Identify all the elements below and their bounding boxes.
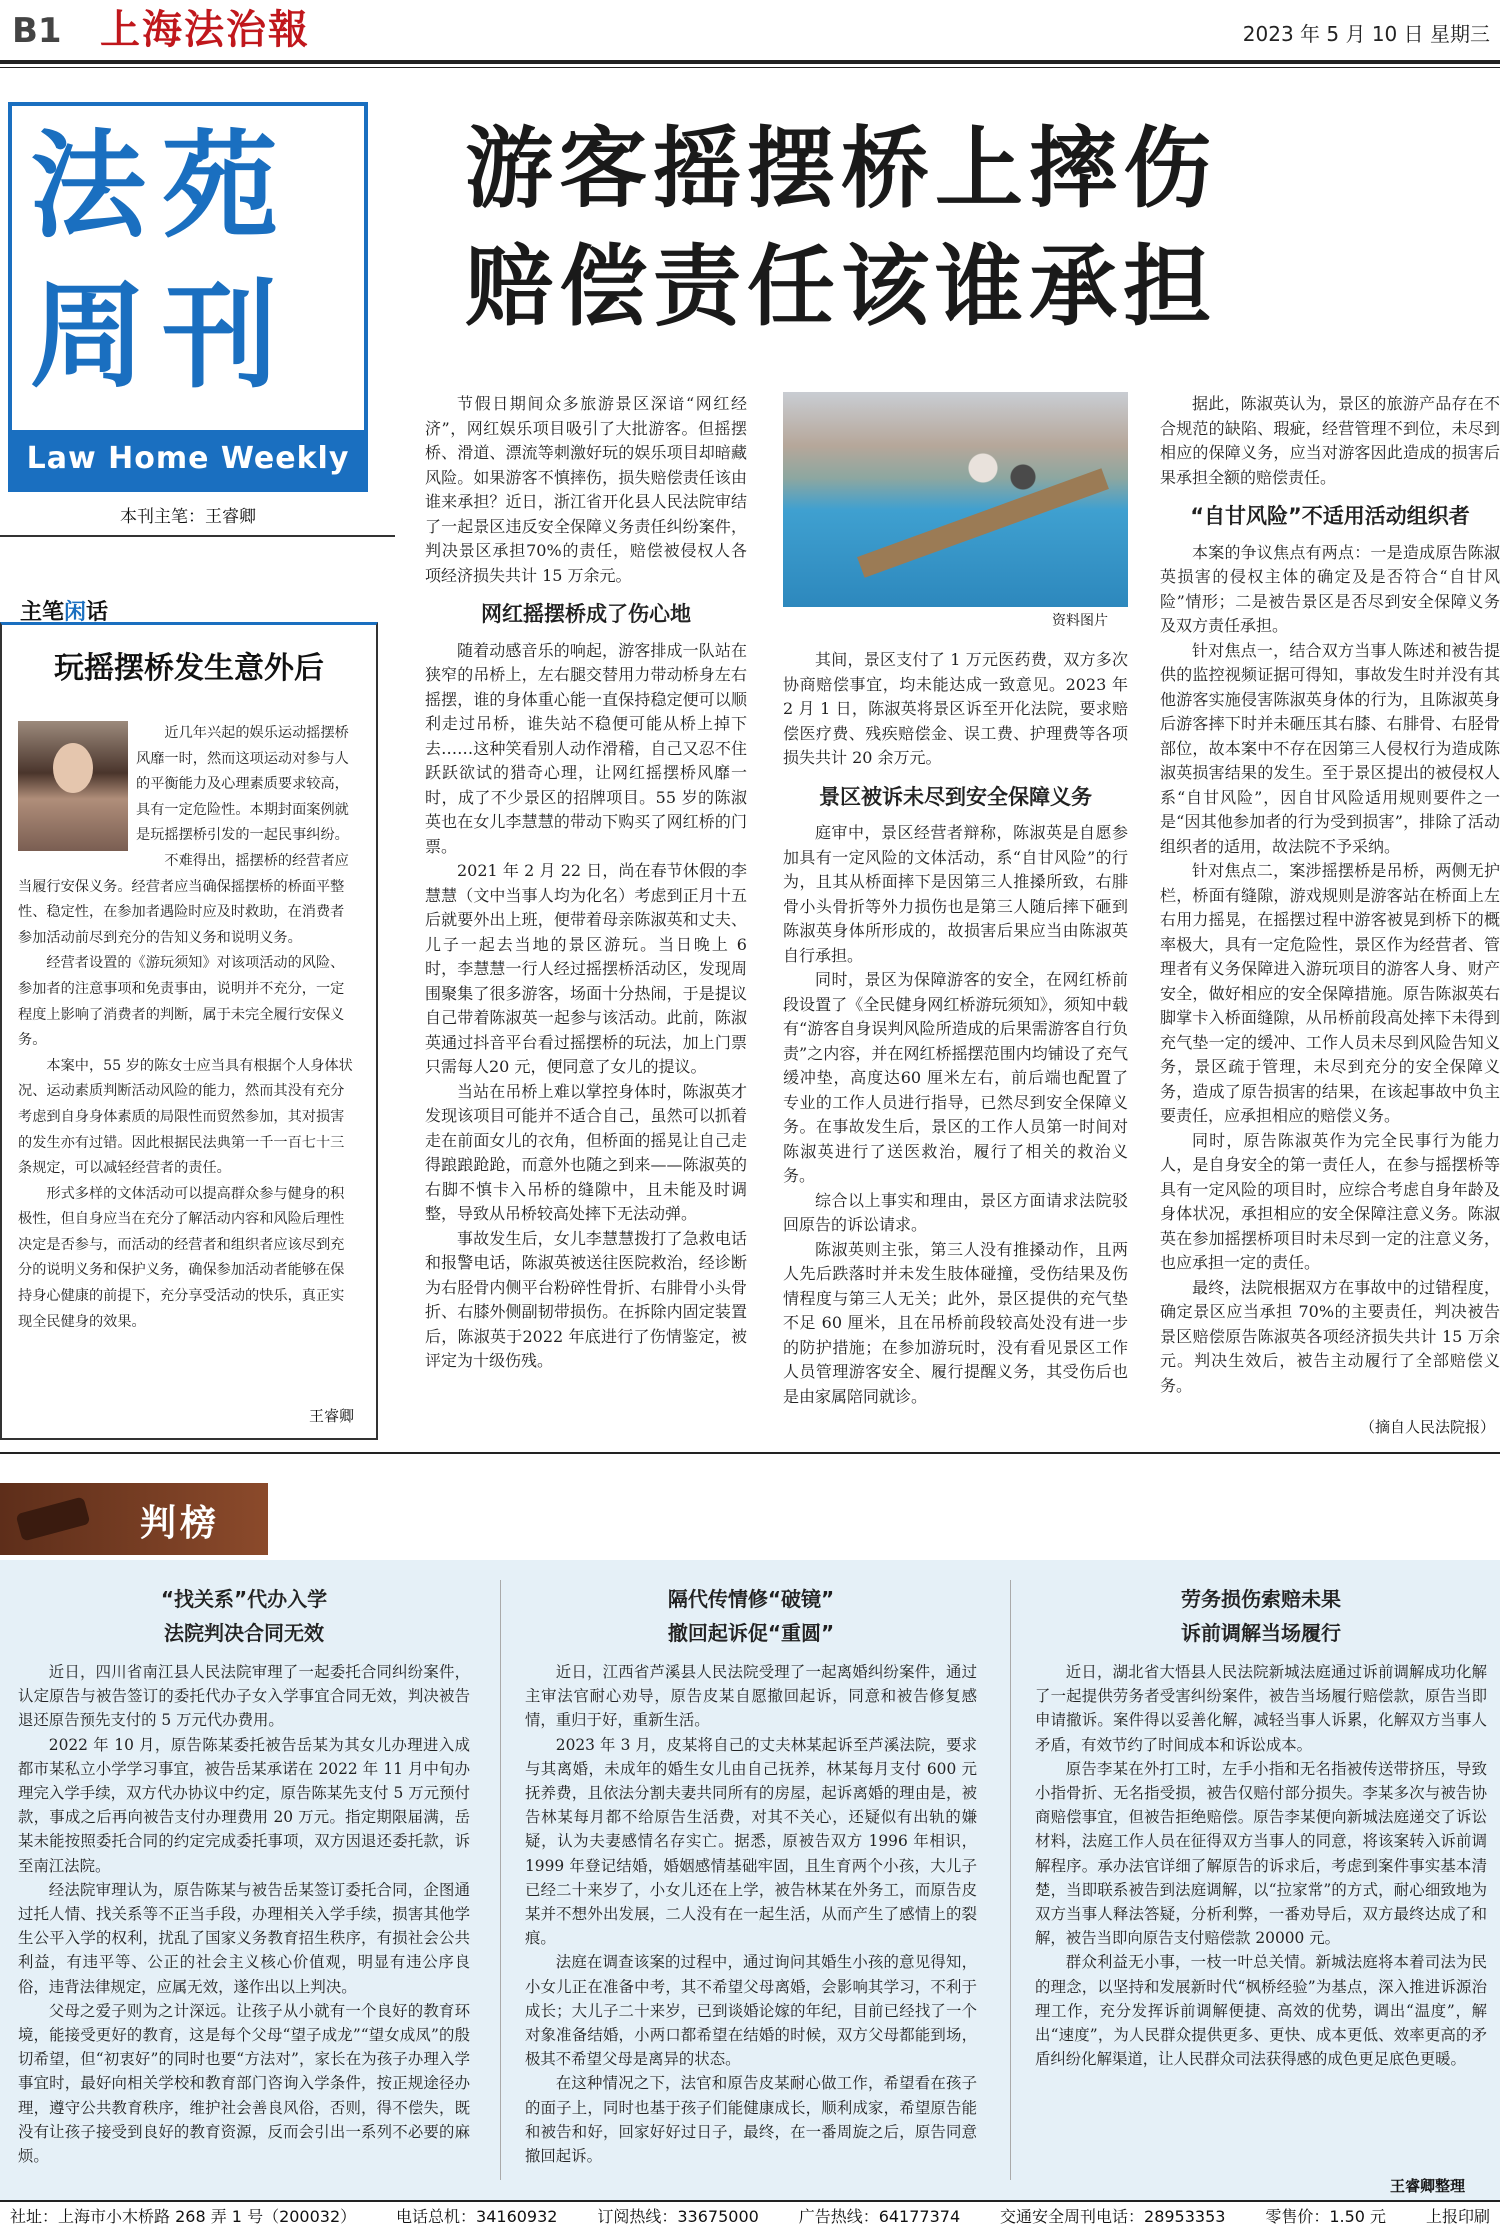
article-paragraph: 针对焦点一，结合双方当事人陈述和被告提供的监控视频证据可得知，事故发生时并没有其他游客实施侵害陈淑英身体的行为，且陈淑英身后游客摔下时并未砸压其右膝、右腓骨、右胫骨部位，故本案中不存在因第三人侵权行为造成陈淑英损害结果的发生。至于景区提出的被侵权人系“自甘风险”，因自甘风险适用规则要件之一是“因其他参加者的行为受到损害”，排除了活动组织者的适用，故法院不予采纳。 [1160,640,1500,856]
article-subhead: 网红摇摆桥成了伤心地 [481,602,691,626]
headline-line1: 游客摇摆桥上摔伤 [465,117,1218,220]
article-paragraph: 2021 年 2 月 22 日，尚在春节休假的李慧慧（文中当事人均为化名）考虑到正月十五后就要外出上班，便带着母亲陈淑英和丈夫、儿子一起去当地的景区游玩。当日晚上 6 时，李慧慧一行人经过摇摆桥活动区，发现周围聚集了很多游客，场面十分热闹，于是提议自己带着陈淑英一起参与该活动。此前，陈淑英通过抖音平台看过摇摆桥的玩法，加上门票只需每人20 元，便同意了女儿的提议。 [425,861,747,1076]
bottom-article-title [1035,1582,1487,1650]
bottom-title-line2: 法院判决合同无效 [164,1621,324,1645]
bottom-paragraph: 2022 年 10 月，原告陈某委托被告岳某为其女儿办理进入成都市某私立小学学习事宜，被告岳某承诺在 2022 年 11 月中旬办理完入学手续，双方代办协议中约定，原告陈某先支付 5 万元预付款，事成之后再向被告支付办理费用 20 万元。指定期限届满，岳某未能按照委托合同的约定完成委托事项，双方因退还委托款，诉至南江法院。 [18,1735,470,1875]
column-box [0,622,378,1440]
article-paragraph: 事故发生后，女儿李慧慧拨打了急救电话和报警电话，陈淑英被送往医院救治，经诊断为右胫骨内侧平台粉碎性骨折、右腓骨小头骨折、右膝外侧副韧带损伤。在拆除内固定装置后，陈淑英于2022 年底进行了伤情鉴定，被评定为十级伤残。 [425,1228,747,1370]
issue-date: 2023 年 5 月 10 日 星期三 [1242,22,1490,46]
bottom-paragraph: 经法院审理认为，原告陈某与被告岳某签订委托合同，企图通过托人情、找关系等不正当手段，办理相关入学手续，损害其他学生公平入学的权利，扰乱了国家义务教育招生秩序，有损社会公共利益，有违平等、公正的社会主义核心价值观，明显有违公序良俗，违背法律规定，应属无效，遂作出以上判决。 [18,1880,470,1996]
column-paragraph: 本案中，55 岁的陈女士应当具有根据个人身体状况、运动素质判断活动风险的能力，然而其没有充分考虑到自身身体素质的局限性而贸然参加，其对损害的发生亦有过错。因此根据民法典第一千一百七十三条规定，可以减轻经营者的责任。 [18,1057,353,1177]
article-column-2 [783,648,1128,1409]
footer-ads: 广告热线：64177374 [798,2207,961,2226]
column-paragraph: 经营者设置的《游玩须知》对该项活动的风险、参加者的注意事项和免责事由，说明并不充分，一定程度上影响了消费者的判断，属于未完全履行安保义务。 [18,955,345,1049]
bottom-article-3-author: 王睿卿整理 [1390,2177,1466,2195]
editor-line: 本刊主笔：王睿卿 [120,507,256,527]
column-label-mid: 闲 [64,600,87,625]
article-paragraph: 庭审中，景区经营者辩称，陈淑英是自愿参加具有一定风险的文体活动，系“自甘风险”的行为，且其从桥面摔下是因第三人推搡所致，右腓骨小头骨折等外力损伤也是第三人随后摔下砸到陈淑英身体所形成的，故损害后果应当由陈淑英自行承担。 [783,823,1128,965]
footer-subscribe: 订阅热线：33675000 [597,2207,759,2226]
footer-traffic: 交通安全周刊电话：28953353 [1000,2207,1226,2226]
photo-credit: 资料图片 [1052,613,1108,629]
bottom-paragraph: 2023 年 3 月，皮某将自己的丈夫林某起诉至芦溪法院，要求与其离婚，未成年的婚生女儿由自己抚养，林某每月支付 600 元抚养费，且依法分割夫妻共同所有的房屋，起诉离婚的理由是，被告林某每月都不给原告生活费，对其不关心，还疑似有出轨的嫌疑，认为夫妻感情名存实亡。据悉，原被告双方 1996 年相识，1999 年登记结婚，婚姻感情基础牢固，且生育两个小孩，大儿子已经二十来岁了，小女儿还在上学，被告林某在外务工，而原告皮某并不想外出发展，二人没有在一起生活，从而产生了感情上的裂痕。 [525,1735,977,1948]
bottom-paragraph: 法庭在调查该案的过程中，通过询问其婚生小孩的意见得知，小女儿正在准备中考，其不希望父母离婚，会影响其学习，不利于成长；大儿子二十来岁，已到谈婚论嫁的年纪，目前已经找了一个对象准备结婚，小两口都希望在结婚的时候，双方父母都能到场，极其不希望父母是离异的状态。 [525,1953,977,2069]
column-title: 玩摇摆桥发生意外后 [54,651,324,686]
weekly-title-line1: 法苑 [30,119,294,254]
article-subhead: 景区被诉未尽到安全保障义务 [819,784,1092,809]
bottom-title-line1: 劳务损伤索赔未果 [1181,1587,1341,1611]
footer [10,2204,1490,2227]
weekly-title-line2: 周刊 [30,269,294,404]
headline-line2: 赔偿责任该谁承担 [465,235,1218,338]
masthead-rule [0,60,1500,64]
article-paragraph: 综合以上事实和理由，景区方面请求法院驳回原告的诉讼请求。 [783,1190,1128,1234]
judge-section-label: 判榜 [140,1503,221,1544]
bottom-title-line1: “找关系”代办入学 [160,1587,328,1611]
article-paragraph: 针对焦点二，案涉摇摆桥是吊桥，两侧无护栏，桥面有缝隙，游戏规则是游客站在桥面上左右用力摇晃，在摇摆过程中游客被晃到桥下的概率极大，具有一定危险性，景区作为经营者、管理者有义务保障进入游玩项目的游客人身、财产安全，做好相应的安全保障措施。原告陈淑英右脚掌卡入桥面缝隙，从吊桥前段高处摔下未得到充气垫一定的缓冲、工作人员未尽到风险告知义务，景区疏于管理，未尽到充分的安全保障义务，造成了原告损害的结果，在该起事故中负主要责任，应承担相应的赔偿义务。 [1160,861,1500,1125]
footer-price: 零售价：1.50 元 [1265,2207,1387,2226]
footer-rule [0,2200,1500,2202]
bottom-paragraph: 近日，四川省南江县人民法院审理了一起委托合同纠纷案件，认定原告与被告签订的委托代办子女入学事宜合同无效，判决被告退还原告预先支付的 5 万元代办费用。 [18,1663,470,1730]
footer-address: 社址：上海市小木桥路 268 弄 1 号（200032） [10,2207,357,2226]
weekly-title [30,112,360,412]
bottom-paragraph: 原告李某在外打工时，左手小指和无名指被传送带挤压，导致小指骨折、无名指受损，被告仅赔付部分损失。李某多次与被告协商赔偿事宜，但被告拒绝赔偿。原告李某便向新城法庭递交了诉讼材料，法庭工作人员在征得双方当事人的同意，将该案转入诉前调解程序。承办法官详细了解原告的诉求后，考虑到案件事实基本清楚，当即联系被告到法庭调解，以“拉家常”的方式，耐心细致地为双方当事人释法答疑，分析利弊，一番劝导后，双方最终达成了和解，被告当即向原告支付赔偿款 20000 元。 [1035,1759,1487,1948]
article-paragraph: 随着动感音乐的响起，游客排成一队站在狭窄的吊桥上，左右腿交替用力带动桥身左右摇摆，谁的身体重心能一直保持稳定便可以顺利走过吊桥，谁失站不稳便可能从桥上掉下去……这种笑看别人动作滑稽，自己又忍不住跃跃欲试的猎奇心理，让网红摇摆桥风靡一时，成了不少景区的招牌项目。55 岁的陈淑英也在女儿李慧慧的带动下购买了网红桥的门票。 [425,640,747,856]
author-face [53,743,93,793]
main-headline [465,110,1465,346]
weekly-logo-box [8,102,368,492]
bottom-title-line1: 隔代传情修“破镜” [667,1587,835,1611]
article-paragraph: 同时，景区为保障游客的安全，在网红桥前段设置了《全民健身网红桥游玩须知》，须知中载有“游客自身误判风险所造成的后果需游客自行负责”之内容，并在网红桥摇摆范围内均铺设了充气缓冲垫，高度达60 厘米左右，前后端也配置了专业的工作人员进行指导，已然尽到安全保障义务。在事故发生后，景区的工作人员第一时间对陈淑英进行了送医救治，履行了相关的救治义务。 [783,970,1128,1185]
column-label-post: 话 [86,600,109,625]
bottom-paragraph: 近日，湖北省大悟县人民法院新城法庭通过诉前调解成功化解了一起提供劳务者受害纠纷案件，被告当场履行赔偿款，原告当即申请撤诉。案件得以妥善化解，减轻当事人诉累，化解双方当事人矛盾，有效节约了时间成本和诉讼成本。 [1035,1663,1487,1754]
column-paragraph: 近几年兴起的娱乐运动摇摆桥风靡一时，然而这项运动对参与人的平衡能力及心理素质要求较高，具有一定危险性。本期封面案例就是玩摇摆桥引发的一起民事纠纷。 [136,725,349,844]
weekly-english-title: Law Home Weekly [12,430,364,488]
bottom-article-1 [18,1582,470,2168]
judge-section-banner [0,1483,268,1555]
page-number: B1 [12,11,62,51]
masthead [0,0,1500,60]
article-paragraph: 同时，原告陈淑英作为完全民事行为能力人，是自身安全的第一责任人，在参与摇摆桥等具有一定风险的项目时，应综合考虑自身年龄及身体状况，承担相应的安全保障注意义务。陈淑英在参加摇摆桥项目时未尽到一定的注意义务，也应承担一定的责任。 [1160,1130,1500,1272]
paper-name: 上海法治報 [100,6,310,53]
footer-print: 上报印刷 [1425,2207,1490,2226]
article-paragraph: 陈淑英则主张，第三人没有推搡动作，且两人先后跌落时并未发生肢体碰撞，受伤结果及伤情程度与第三人无关；此外，景区提供的充气垫不足 60 厘米，且在吊桥前段较高处没有进一步的防护措施；在参加游玩时，没有看见景区工作人员管理游客安全、履行提醒义务，其受伤后也是由家属陪同就诊。 [783,1239,1128,1406]
article-paragraph: 当站在吊桥上难以掌控身体时，陈淑英才发现该项目可能并不适合自己，虽然可以抓着走在前面女儿的衣角，但桥面的摇晃让自己走得踉踉跄跄，而意外也随之到来——陈淑英的右脚不慎卡入吊桥的缝隙中，且未能及时调整，导致从吊桥较高处摔下无法动弹。 [425,1081,747,1223]
article-source: （摘自人民法院报） [1360,1418,1496,1436]
article-column-1 [425,392,747,1374]
column-separator [500,1580,501,2180]
bottom-paragraph: 近日，江西省芦溪县人民法院受理了一起离婚纠纷案件，通过主审法官耐心劝导，原告皮某自愿撤回起诉，同意和被告修复感情，重归于好，重新生活。 [525,1663,977,1730]
article-paragraph: 本案的争议焦点有两点：一是造成原告陈淑英损害的侵权主体的确定及是否符合“自甘风险”情形；二是被告景区是否尽到安全保障义务及双方责任承担。 [1160,542,1500,635]
column-paragraph: 不难得出，摇摆桥的经营者应当履行安保义务。经营者应当确保摇摆桥的桥面平整性、稳定性，在参加者遇险时应及时救助，在消费者参加活动前尽到充分的告知义务和说明义务。 [18,852,349,946]
article-paragraph: 节假日期间众多旅游景区深谙“网红经济”，网红娱乐项目吸引了大批游客。但摇摆桥、滑道、漂流等刺激好玩的娱乐项目却暗藏风险。如果游客不慎摔伤，损失赔偿责任该由谁来承担？近日，浙江省开化县人民法院审结了一起景区违反安全保障义务责任纠纷案件，判决景区承担70%的责任，赔偿被侵权人各项经济损失共计 15 万余元。 [425,394,747,585]
photo-people [953,432,1053,522]
masthead-rule-thin [0,67,1500,68]
editor-rule [0,535,395,537]
bottom-article-title [18,1582,470,1650]
bottom-paragraph: 在这种情况之下，法官和原告皮某耐心做工作，希望看在孩子的面子上，同时也基于孩子们能健康成长，顺利成家，希望原告能和被告和好，回家好好过日子，最终，在一番周旋之后，原告同意撤回起诉。 [525,2074,977,2166]
article-paragraph: 其间，景区支付了 1 万元医药费，双方多次协商赔偿事宜，均未能达成一致意见。2023 年 2 月 1 日，陈淑英将景区诉至开化法院，要求赔偿医疗费、残疾赔偿金、误工费、护理费等各项损失共计 20 余万元。 [783,650,1128,767]
article-column-3 [1160,392,1500,1398]
author-photo [18,721,128,851]
section-divider [0,1452,1500,1454]
column-author: 王睿卿 [308,1407,354,1425]
bottom-article-title [525,1582,977,1650]
gavel-icon [16,1496,91,1541]
bottom-title-line2: 诉前调解当场履行 [1181,1621,1341,1645]
bottom-article-2 [525,1582,977,2168]
column-separator [1010,1580,1011,2180]
bottom-paragraph: 群众利益无小事，一枝一叶总关情。新城法庭将本着司法为民的理念，以坚持和发展新时代“枫桥经验”为基点，深入推进诉源治理工作，充分发挥诉前调解便捷、高效的优势，调出“温度”，解出“速度”，为人民群众提供更多、更快、成本更低、效率更高的矛盾纠纷化解渠道，让人民群众司法获得感的成色更足底色更暖。 [1035,1953,1487,2069]
bottom-paragraph: 父母之爱子则为之计深远。让孩子从小就有一个良好的教育环境，能接受更好的教育，这是每个父母“望子成龙”“望女成凤”的殷切希望，但“初衷好”的同时也要“方法对”，家长在为孩子办理入学事宜时，最好向相关学校和教育部门咨询入学条件，按正规途径办理，遵守公共教育秩序，维护社会善良风俗，否则，得不偿失，既没有让孩子接受到良好的教育资源，反而会引出一系列不必要的麻烦。 [18,2001,470,2166]
bottom-title-line2: 撤回起诉促“重圆” [667,1621,835,1645]
article-paragraph: 据此，陈淑英认为，景区的旅游产品存在不合规范的缺陷、瑕疵，经营管理不到位，未尽到相应的保障义务，应当对游客因此造成的损害后果承担全额的赔偿责任。 [1160,394,1500,487]
column-paragraph: 形式多样的文体活动可以提高群众参与健身的积极性，但自身应当在充分了解活动内容和风险后理性决定是否参与，而活动的经营者和组织者应该尽到充分的说明义务和保护义务，确保参加活动者能够在保持身心健康的前提下，充分享受活动的快乐，真正实现全民健身的效果。 [18,1185,345,1330]
article-photo [783,392,1128,607]
column-label-pre: 主笔 [20,600,65,625]
footer-phone: 电话总机：34160932 [396,2207,558,2226]
article-subhead: “自甘风险”不适用活动组织者 [1190,504,1470,528]
bottom-article-3 [1035,1582,1487,2071]
article-paragraph: 最终，法院根据双方在事故中的过错程度，确定景区应当承担 70%的主要责任，判决被告景区赔偿原告陈淑英各项经济损失共计 15 万余元。判决生效后，被告主动履行了全部赔偿义务。 [1160,1277,1500,1395]
